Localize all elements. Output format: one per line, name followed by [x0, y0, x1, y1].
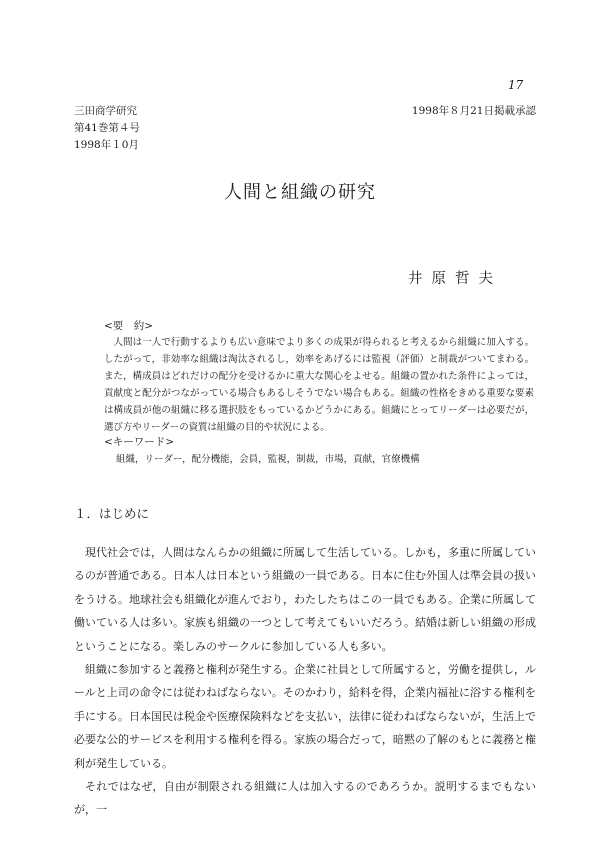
- paper-title: 人間と組織の研究: [224, 182, 376, 203]
- author-name: 井原哲夫: [408, 271, 502, 287]
- journal-info: [74, 103, 140, 154]
- abstract-text: 人間は一人で行動するよりも広い意味でより多くの成果が得られると考えるから組織に加入する。したがって，非効率な組織は淘汰されるし，効率をあげるには監視（評価）と制裁がついてまわる。また，構成員はどれだけの配分を受けるかに重大な関心をよせる。組織の置かれた条件によっては，貢献度と配分がつながっている場合もあるしそうでない場合もある。組織の性格をきめる重要な要素は構成員が他の組織に移る選択肢をもっているかどうかにある。組織にとってリーダーは必要だが，選び方やリーダーの資質は組織の目的や状況による。: [104, 337, 534, 433]
- paragraph: それではなぜ，自由が制限される組織に人は加入するのであろうか。説明するまでもないが，一: [74, 780, 536, 817]
- page-number: 17: [508, 78, 524, 92]
- approval-date: 1998年８月21日掲載承認: [411, 105, 536, 117]
- section-heading: １．はじめに: [74, 506, 150, 521]
- paragraph: 組織に参加すると義務と権利が発生する。企業に社員として所属すると，労働を提供し，ルールと上司の命令には従わねばならない。そのかわり，給料を得，企業内福祉に浴する権利を手にする。日本国民は税金や医療保険料などを支払い，法律に従わねばならないが，生活上で必要な公的サービスを利用する権利を得る。家族の場合だって，暗黙の了解のもとに義務と権利が発生している。: [74, 663, 536, 770]
- abstract-heading: <要 約>: [104, 320, 154, 332]
- paragraph: 現代社会では，人間はなんらかの組織に所属して生活している。しかも，多重に所属しているのが普通である。日本人は日本という組織の一員である。日本に住む外国人は準会員の扱いをうける。地球社会も組織化が進んでおり，わたしたちはこの一員でもある。企業に所属して働いている人は多い。家族も組織の一つとして考えてもいいだろう。結婚は新しい組織の形成ということになる。楽しみのサークルに参加している人も多い。: [74, 546, 536, 653]
- journal-date: 1998年１0月: [74, 139, 139, 151]
- journal-name: 三田商学研究: [74, 105, 137, 117]
- keywords-text: 組織，リーダー，配分機能，会員，監視，制裁，市場，貢献，官僚機構: [116, 454, 420, 465]
- body-text: [74, 541, 536, 822]
- journal-volume: 第41巻第４号: [74, 122, 140, 134]
- keywords-heading: <キーワード>: [104, 436, 175, 448]
